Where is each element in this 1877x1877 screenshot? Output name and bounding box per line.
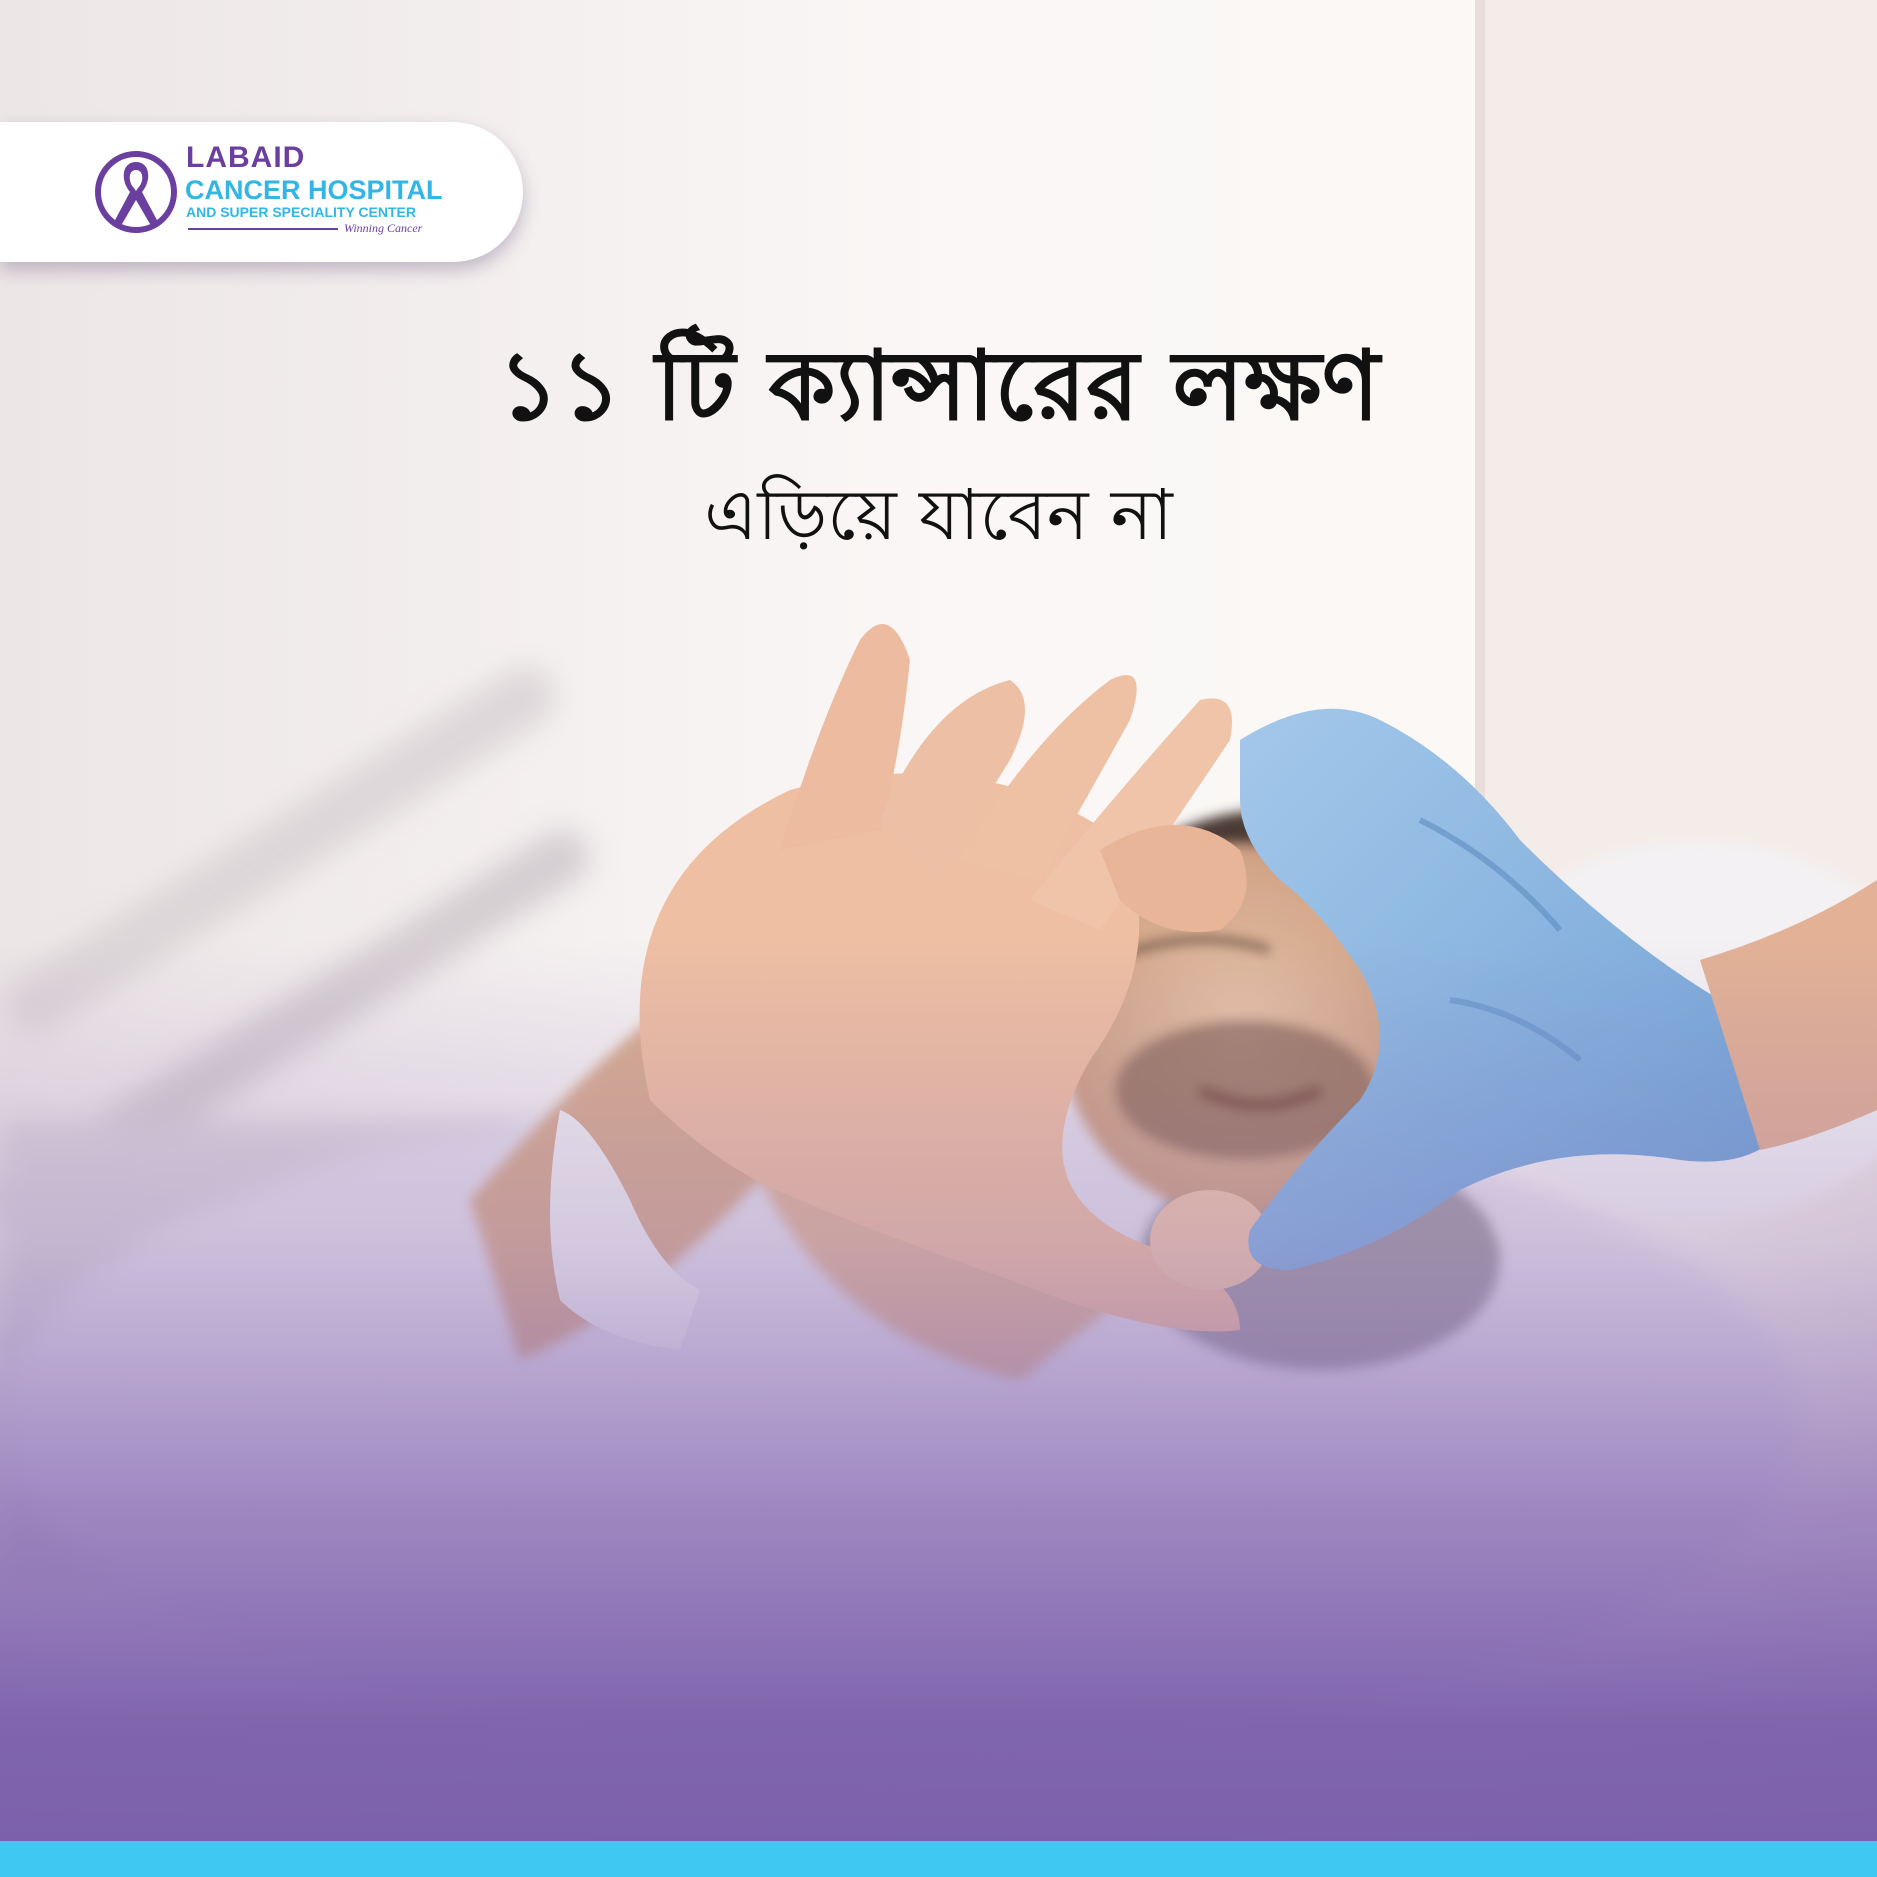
brand-tagline: Winning Cancer: [344, 221, 423, 235]
headline-subtitle: এড়িয়ে যাবেন না: [704, 474, 1173, 556]
headline-title: ১১ টি ক্যান্সারের লক্ষণ: [497, 330, 1380, 442]
brand-divider: [188, 228, 338, 230]
brand-subtitle: AND SUPER SPECIALITY CENTER: [186, 204, 416, 220]
brand-name: LABAID: [186, 141, 306, 174]
brand-hospital-name: CANCER HOSPITAL: [185, 175, 443, 205]
footer-band: [0, 1841, 1877, 1877]
awareness-ribbon-icon: [92, 148, 180, 236]
